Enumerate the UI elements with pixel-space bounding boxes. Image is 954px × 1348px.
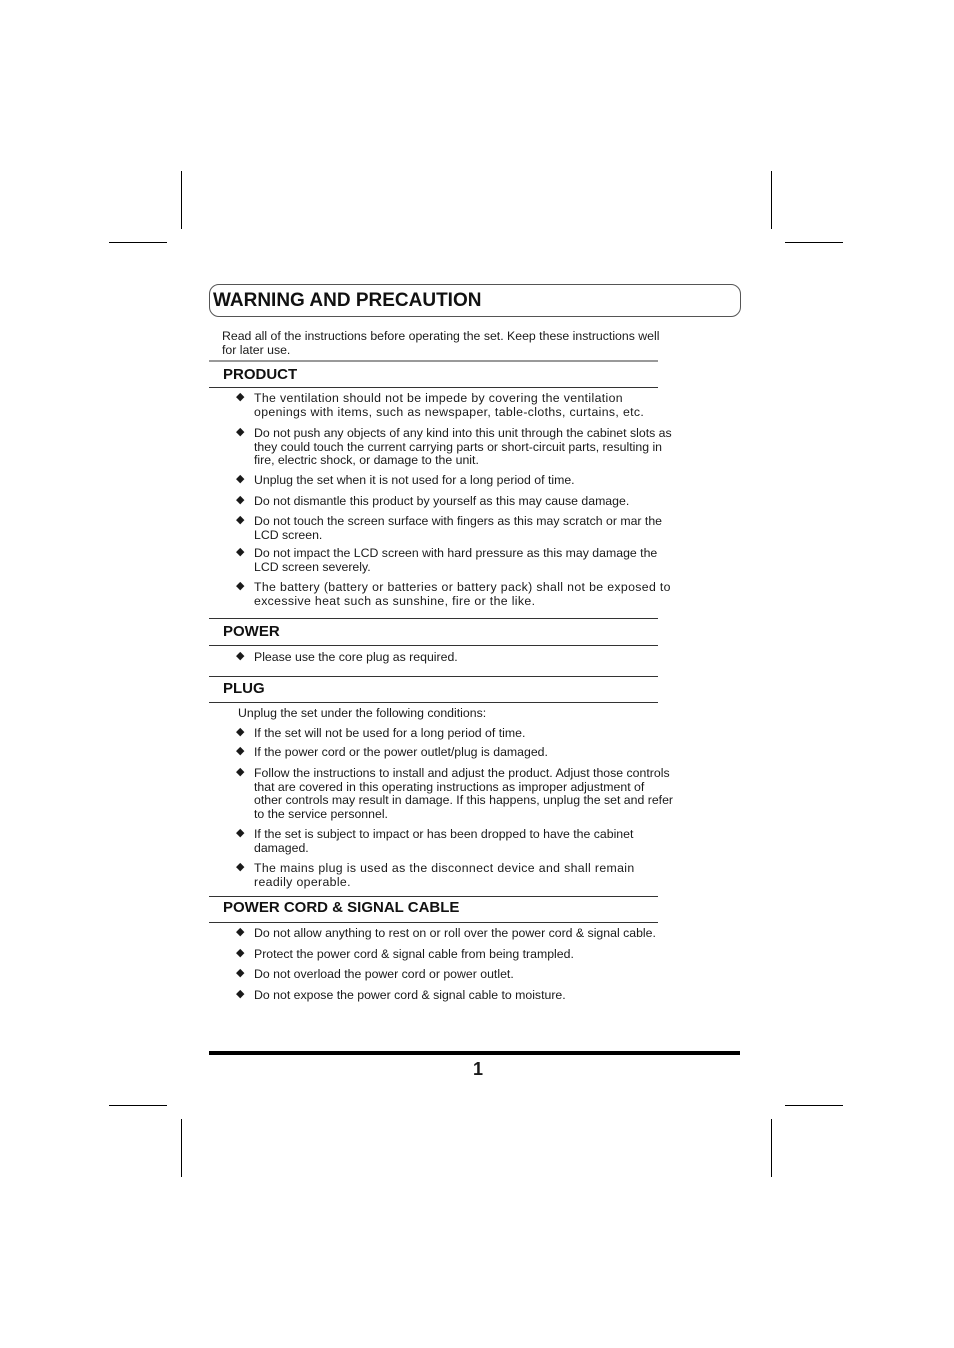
crop-mark-top-right-horizontal [785,242,843,243]
diamond-bullet-icon: ◆ [236,967,245,979]
diamond-bullet-icon: ◆ [236,947,245,959]
diamond-bullet-icon: ◆ [236,546,245,558]
crop-mark-bottom-right-horizontal [785,1105,843,1106]
section-heading-plug: PLUG [223,680,265,697]
crop-mark-bottom-left-horizontal [109,1105,167,1106]
section-rule [209,922,658,923]
footer-rule [209,1051,740,1055]
diamond-bullet-icon: ◆ [236,580,245,592]
section-rule [209,645,658,646]
diamond-bullet-icon: ◆ [236,766,245,778]
diamond-bullet-icon: ◆ [236,926,245,938]
diamond-bullet-icon: ◆ [236,426,245,438]
title-box [209,284,741,317]
plug-intro: Unplug the set under the following conditions: [238,706,487,720]
page-title: WARNING AND PRECAUTION [213,290,482,311]
section-divider [209,360,658,362]
crop-mark-top-left-vertical [181,171,182,229]
diamond-bullet-icon: ◆ [236,726,245,738]
section-rule [209,618,658,619]
section-rule [209,896,658,897]
diamond-bullet-icon: ◆ [236,745,245,757]
diamond-bullet-icon: ◆ [236,827,245,839]
section-heading-product: PRODUCT [223,366,298,383]
section-rule [209,676,658,677]
crop-mark-top-right-vertical [771,171,772,229]
diamond-bullet-icon: ◆ [236,861,245,873]
section-heading-power: POWER [223,623,280,640]
diamond-bullet-icon: ◆ [236,391,245,403]
diamond-bullet-icon: ◆ [236,650,245,662]
diamond-bullet-icon: ◆ [236,988,245,1000]
crop-mark-bottom-right-vertical [771,1119,772,1177]
intro-text: Read all of the instructions before operating the set. Keep these instructions well for later use. [222,329,660,357]
crop-mark-top-left-horizontal [109,242,167,243]
diamond-bullet-icon: ◆ [236,473,245,485]
crop-mark-bottom-left-vertical [181,1119,182,1177]
section-rule [209,702,658,703]
diamond-bullet-icon: ◆ [236,514,245,526]
diamond-bullet-icon: ◆ [236,494,245,506]
section-heading-power-cord: POWER CORD & SIGNAL CABLE [223,899,460,916]
page-number: 1 [473,1059,484,1079]
section-rule [209,387,658,388]
